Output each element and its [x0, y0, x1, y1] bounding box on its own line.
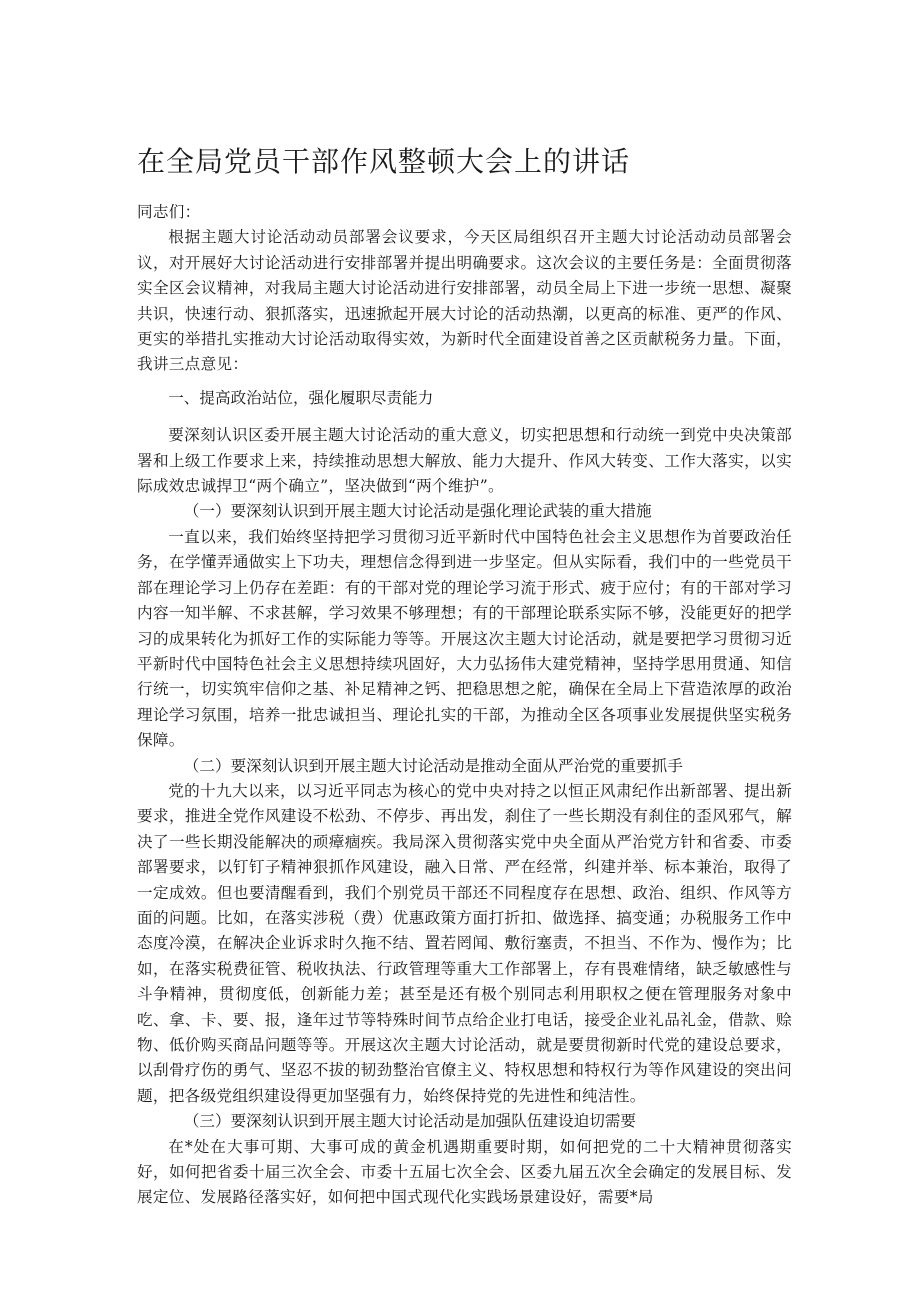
- subsection-3-heading: （三）要深刻认识到开展主题大讨论活动是加强队伍建设迫切需要: [183, 1112, 637, 1131]
- subsection-1-heading: （一）要深刻认识到开展主题大讨论活动是强化理论武装的重大措施: [183, 502, 652, 521]
- subsection-2-heading: （二）要深刻认识到开展主题大讨论活动是推动全面从严治党的重要抓手: [183, 756, 683, 775]
- section-1-paragraph: 要深刻认识区委开展主题大讨论活动的重大意义，切实把思想和行动统一到党中央决策部署和上级工作要求上来，持续推动思想大解放、能力大提升、作风大转变、工作大落实，以实际成效忠诚捍卫“两个确立”，坚决做到“两个维护”。: [137, 426, 792, 496]
- intro-paragraph: 根据主题大讨论活动动员部署会议要求，今天区局组织召开主题大讨论活动动员部署会议，对开展好大讨论活动进行安排部署并提出明确要求。这次会议的主要任务是：全面贯彻落实全区会议精神，对我局主题大讨论活动进行安排部署，动员全局上下进一步统一思想、凝聚共识，快速行动、狠抓落实，迅速掀起开展大讨论的活动热潮，以更高的标准、更严的作风、更实的举措扎实推动大讨论活动取得实效，为新时代全面建设首善之区贡献税务力量。下面，我讲三点意见：: [137, 228, 792, 374]
- subsection-3-paragraph: 在*处在大事可期、大事可成的黄金机遇期重要时期，如何把党的二十大精神贯彻落实好，如何把省委十届三次全会、市委十五届七次全会、区委九届五次全会确定的发展目标、发展定位、发展路径落实好，如何把中国式现代化实践场景建设好，需要*局: [137, 1137, 792, 1207]
- subsection-1-paragraph: 一直以来，我们始终坚持把学习贯彻习近平新时代中国特色社会主义思想作为首要政治任务，在学懂弄通做实上下功夫，理想信念得到进一步坚定。但从实际看，我们中的一些党员干部在理论学习上仍存在差距：有的干部对党的理论学习流于形式、疲于应付；有的干部对学习内容一知半解、不求甚解，学习效果不够理想；有的干部理论联系实际不够，没能更好的把学习的成果转化为抓好工作的实际能力等等。开展这次主题大讨论活动，就是要把学习贯彻习近平新时代中国特色社会主义思想持续巩固好，大力弘扬伟大建党精神，坚持学思用贯通、知信行统一，切实筑牢信仰之基、补足精神之钙、把稳思想之舵，确保在全局上下营造浓厚的政治理论学习氛围，培养一批忠诚担当、理论扎实的干部，为推动全区各项事业发展提供坚实税务保障。: [137, 527, 792, 750]
- document-title: 在全局党员干部作风整顿大会上的讲话: [137, 145, 631, 178]
- subsection-2-paragraph: 党的十九大以来，以习近平同志为核心的党中央对持之以恒正风肃纪作出新部署、提出新要求，推进全党作风建设不松劲、不停步、再出发，刹住了一些长期没有刹住的歪风邪气，解决了一些长期没能解决的顽瘴痼疾。我局深入贯彻落实党中央全面从严治党方针和省委、市委部署要求，以钉钉子精神狠抓作风建设，融入日常、严在经常，纠建并举、标本兼治，取得了一定成效。但也要清醒看到，我们个别党员干部还不同程度存在思想、政治、组织、作风等方面的问题。比如，在落实涉税（费）优惠政策方面打折扣、做选择、搞变通；办税服务工作中态度冷漠，在解决企业诉求时久拖不结、置若罔闻、敷衍塞责，不担当、不作为、慢作为；比如，在落实税费征管、税收执法、行政管理等重大工作部署上，存有畏难情绪，缺乏敏感性与斗争精神，贯彻度低，创新能力差；甚至是还有极个别同志利用职权之便在管理服务对象中吃、拿、卡、要、报，逢年过节等特殊时间节点给企业打电话，接受企业礼品礼金，借款、赊物、低价购买商品问题等等。开展这次主题大讨论活动，就是要贯彻新时代党的建设总要求，以刮骨疗伤的勇气、坚忍不拔的韧劲整治官僚主义、特权思想和特权行为等作风建设的突出问题，把各级党组织建设得更加坚强有力，始终保持党的先进性和纯洁性。: [137, 781, 792, 1105]
- section-1-heading: 一、提高政治站位，强化履职尽责能力: [168, 388, 434, 407]
- salutation: 同志们：: [137, 203, 201, 221]
